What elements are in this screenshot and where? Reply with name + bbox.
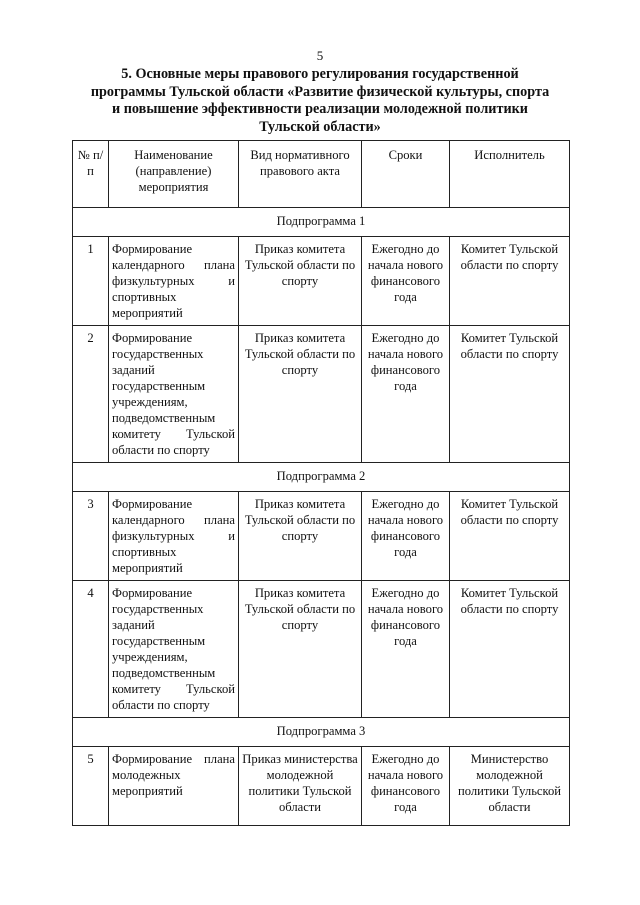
row-name: Формирование плана молодежных мероприятий [109, 747, 239, 826]
table-row [73, 237, 570, 326]
row-terms: Ежегодно до начала нового финансового года [362, 581, 450, 718]
subprogram-row [73, 718, 570, 747]
row-act: Приказ комитета Тульской области по спорту [239, 326, 362, 463]
row-terms: Ежегодно до начала нового финансового года [362, 326, 450, 463]
row-act: Приказ министерства молодежной политики Тульской области [239, 747, 362, 826]
section-title: 5. Основные меры правового регулирования государственной программы Тульской области «Развитие физической культуры, спорта и повышение эффективности реализации молодежной политики Тульской области» [90, 66, 550, 135]
row-num: 1 [73, 237, 109, 326]
subprogram-title: Подпрограмма 1 [73, 208, 570, 237]
table-row [73, 581, 570, 718]
subprogram-row [73, 463, 570, 492]
table-row [73, 492, 570, 581]
header-terms: Сроки [362, 141, 450, 208]
row-num: 3 [73, 492, 109, 581]
header-name: Наименование (направление) мероприятия [109, 141, 239, 208]
row-name: Формирование государственных заданий государственным учреждениям, подведомственным комитету Тульской области по спорту [109, 581, 239, 718]
subprogram-title: Подпрограмма 2 [73, 463, 570, 492]
row-num: 4 [73, 581, 109, 718]
page-number: 5 [316, 48, 324, 63]
header-act: Вид нормативного правового акта [239, 141, 362, 208]
table-row [73, 326, 570, 463]
table-header-row [73, 141, 570, 208]
row-terms: Ежегодно до начала нового финансового года [362, 492, 450, 581]
row-name: Формирование календарного плана физкультурных и спортивных мероприятий [109, 237, 239, 326]
row-executor: Комитет Тульской области по спорту [450, 326, 570, 463]
row-executor: Комитет Тульской области по спорту [450, 237, 570, 326]
row-terms: Ежегодно до начала нового финансового года [362, 237, 450, 326]
row-act: Приказ комитета Тульской области по спорту [239, 237, 362, 326]
row-name: Формирование государственных заданий государственным учреждениям, подведомственным комитету Тульской области по спорту [109, 326, 239, 463]
row-num: 2 [73, 326, 109, 463]
row-executor: Комитет Тульской области по спорту [450, 492, 570, 581]
subprogram-row [73, 208, 570, 237]
row-num: 5 [73, 747, 109, 826]
row-name: Формирование календарного плана физкультурных и спортивных мероприятий [109, 492, 239, 581]
row-terms: Ежегодно до начала нового финансового года [362, 747, 450, 826]
header-num: № п/п [73, 141, 109, 208]
row-executor: Комитет Тульской области по спорту [450, 581, 570, 718]
row-act: Приказ комитета Тульской области по спорту [239, 581, 362, 718]
row-executor: Министерство молодежной политики Тульской области [450, 747, 570, 826]
row-act: Приказ комитета Тульской области по спорту [239, 492, 362, 581]
header-executor: Исполнитель [450, 141, 570, 208]
subprogram-title: Подпрограмма 3 [73, 718, 570, 747]
regulation-measures-table [72, 140, 570, 826]
table-row [73, 747, 570, 826]
